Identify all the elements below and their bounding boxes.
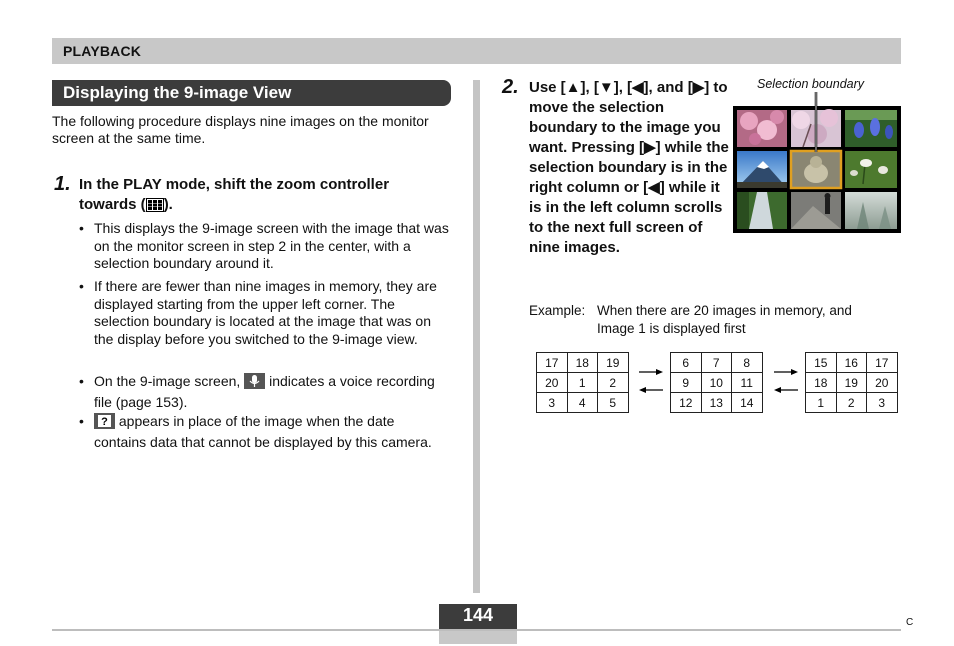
grid-cell: 20 [537, 373, 568, 393]
grid-cell: 3 [537, 393, 568, 413]
microphone-icon [244, 373, 265, 394]
bullet-list-item [79, 413, 449, 451]
question-mark-icon [94, 413, 115, 434]
step-1-text-end: ). [163, 196, 173, 213]
grid-cell: 15 [806, 353, 837, 373]
bullet-list-item [79, 278, 449, 348]
example-label: Example: [529, 303, 586, 318]
grid-cell: 16 [836, 353, 867, 373]
grid-cell: 4 [567, 393, 598, 413]
thumbnail-person-walkway [791, 192, 841, 229]
selection-pointer-line [812, 92, 820, 152]
grid-cell: 19 [598, 353, 629, 373]
grid-cell: 10 [701, 373, 732, 393]
step-1-text-start: In the PLAY mode, shift the zoom controller towards ( [79, 176, 390, 213]
intro-paragraph: The following procedure displays nine images on the monitor screen at the same time. [52, 113, 429, 146]
example-text-line-2: Image 1 is displayed first [597, 321, 746, 336]
grid-cell: 5 [598, 393, 629, 413]
grid-cell: 17 [867, 353, 898, 373]
thumbnail-stream-forest [737, 192, 787, 229]
page-number-box-base [439, 631, 517, 644]
thumbnail-mountain [737, 151, 787, 188]
arrow-icon [637, 365, 665, 395]
grid-cell: 1 [567, 373, 598, 393]
selection-boundary-label: Selection boundary [757, 77, 865, 91]
grid-cell: 20 [867, 373, 898, 393]
arrow-icon [772, 365, 800, 395]
grid-cell: 9 [671, 373, 702, 393]
thumbnail-pink-blossoms [737, 110, 787, 147]
image-number-grid-2 [670, 352, 763, 413]
grid-cell: 18 [567, 353, 598, 373]
page-number: 144 [462, 605, 494, 625]
grid-cell: 8 [732, 353, 763, 373]
corner-mark: C [906, 617, 914, 628]
bullet-text-end: appears in place of the image when the date contains data that cannot be displayed by this camera. [94, 413, 432, 450]
bullet-text: • If there are fewer than nine images in memory, they are displayed starting from the upper left corner. The selection boundary is located at the image that was on the display before you switched to the 9-image view. [79, 278, 449, 348]
bullet-text: • This displays the 9-image screen with the image that was on the monitor screen in step 2 in the center, with a selection boundary around it. [79, 220, 449, 273]
bullet-text [79, 413, 449, 451]
grid-cell: 12 [671, 393, 702, 413]
image-number-grid-1 [536, 352, 629, 413]
example-text-line-1: When there are 20 images in memory, and [597, 303, 852, 318]
thumbnail-blue-irises [845, 110, 897, 147]
grid-cell: 3 [867, 393, 898, 413]
thumbnail-misty-trees [845, 192, 897, 229]
grid-cell: 1 [806, 393, 837, 413]
nine-grid-icon [146, 198, 164, 218]
step-2-number: 2. [502, 76, 519, 98]
step-2-text: Use [▲], [▼], [◀], and [▶] to move the selection boundary to the image you want. Pressing [▶] while the selection boundary is in the right column or [◀] while it is in the left column scrolls to the next full screen of nine images. [529, 79, 729, 256]
grid-cell: 19 [836, 373, 867, 393]
grid-cell: 13 [701, 393, 732, 413]
section-title: Displaying the 9-image View [63, 83, 292, 102]
step-1-text [79, 175, 449, 218]
bullet-text-start: On the 9-image screen, [94, 373, 245, 389]
thumbnail-cat-selected [791, 151, 841, 188]
column-divider [473, 80, 480, 593]
grid-cell: 7 [701, 353, 732, 373]
grid-cell: 17 [537, 353, 568, 373]
image-number-grid-3 [805, 352, 898, 413]
svg-text:?: • ? [101, 416, 108, 428]
grid-cell: 2 [836, 393, 867, 413]
header-section-label: PLAYBACK [63, 43, 142, 59]
step-1-number: 1. [54, 173, 71, 195]
thumbnail-white-lilies [845, 151, 897, 188]
grid-cell: 14 [732, 393, 763, 413]
bullet-text-end: indicates a voice recording file (page 153). [94, 373, 435, 410]
grid-cell: 11 [732, 373, 763, 393]
bullet-list-item [79, 373, 449, 411]
grid-cell: 2 [598, 373, 629, 393]
bullet-text [79, 373, 449, 411]
grid-cell: 18 [806, 373, 837, 393]
bullet-list-item [79, 220, 449, 273]
header-bar [52, 38, 901, 64]
grid-cell: 6 [671, 353, 702, 373]
